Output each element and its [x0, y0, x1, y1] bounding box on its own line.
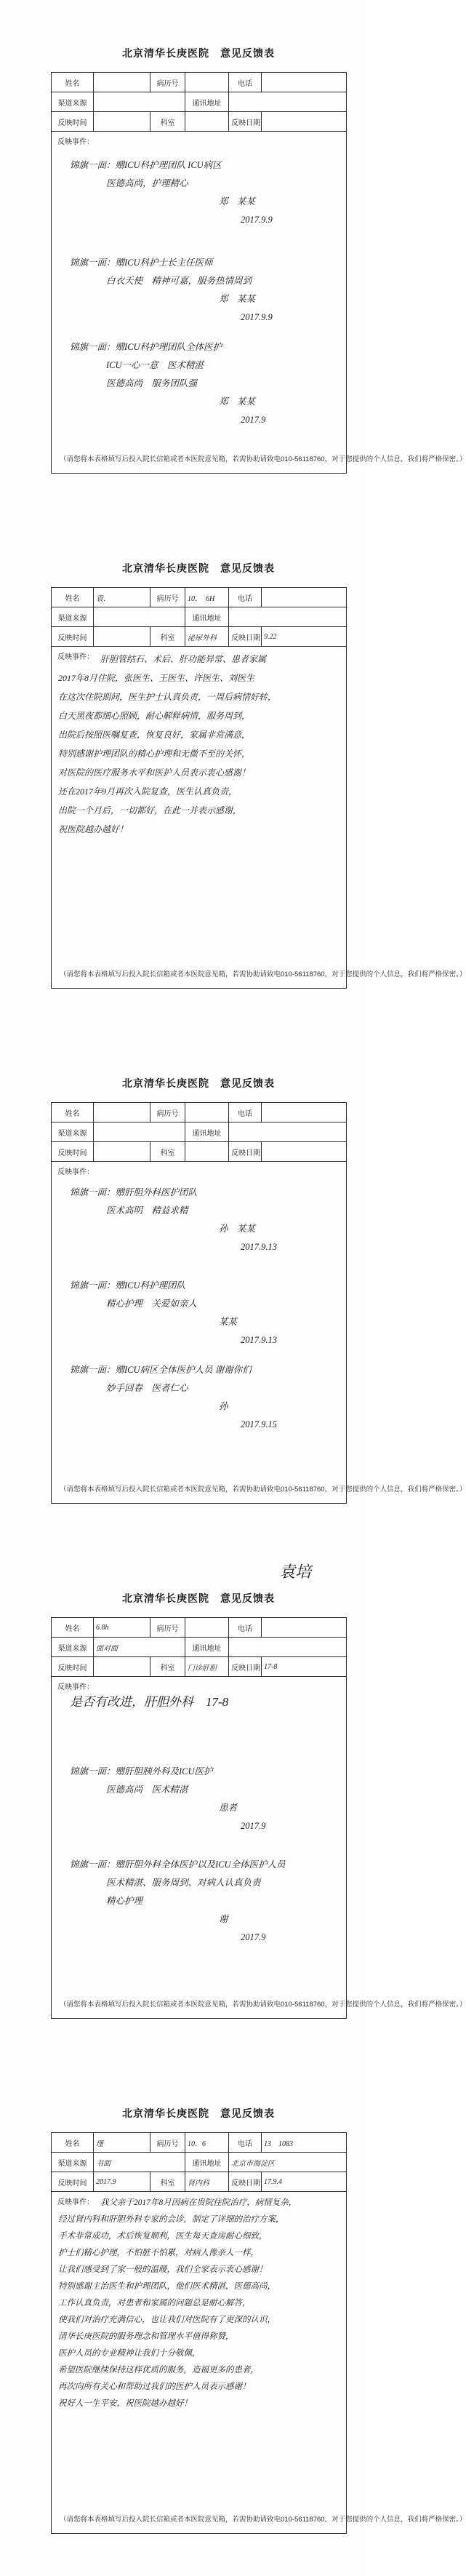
paragraph-line: 希望医院继续保持这样优质的服务，造福更多的患者，	[58, 2366, 259, 2374]
date-label: 反映日期	[229, 112, 262, 132]
record-no-label: 病历号	[150, 588, 185, 607]
name-label: 姓名	[52, 1103, 94, 1122]
paragraph-line: 让我们感受到了家一般的温暖，我们全家表示衷心感谢！	[58, 2265, 268, 2274]
time-label: 反映时间	[52, 1142, 94, 1162]
address-label: 通讯地址	[185, 92, 229, 112]
record-no-value: 10． 6H	[185, 588, 229, 607]
entry	[70, 1361, 337, 1434]
event-label: 反映事件：	[57, 1168, 94, 1176]
entry-signature: 郑 某某	[219, 196, 256, 207]
date-label: 反映日期	[229, 1142, 262, 1162]
entry-signature: 某某	[219, 1317, 238, 1327]
time-label: 反映时间	[52, 1657, 94, 1677]
entry	[70, 156, 337, 229]
phone-value	[262, 1103, 347, 1122]
paragraph-line: 使我们对治疗充满信心，也让我们对医院有了更深的认识，	[58, 2316, 276, 2324]
channel-label: 渠道来源	[52, 1638, 94, 1657]
date-value: 17.9.4	[262, 2172, 347, 2192]
record-no-value	[185, 73, 229, 92]
entry-line: 锦旗一面：赠ICU科护理团队全体医护	[70, 342, 222, 352]
record-no-value	[185, 1103, 229, 1122]
date-label: 反映日期	[229, 1657, 262, 1677]
entry-line: ICU一心一意 医术精湛	[106, 360, 204, 370]
entry-line: 医德高尚 服务团队强	[106, 378, 198, 388]
paragraph-line: 特别感谢护理团队的精心护理和无微不至的关怀，	[58, 749, 251, 759]
address-label: 通讯地址	[185, 1122, 229, 1142]
date-value	[262, 1142, 347, 1162]
event-label: 反映事件：	[57, 1683, 94, 1691]
paragraph-line: 祝医院越办越好！	[58, 824, 129, 834]
entry-date: 2017.9.9	[241, 215, 273, 225]
form-page-3	[0, 1030, 466, 1545]
dept-label: 科室	[150, 1142, 185, 1162]
event-cell	[52, 1162, 466, 1504]
paragraph-line: 对医院的医疗服务水平和医护人员表示衷心感谢！	[58, 767, 251, 778]
entry-line: 锦旗一面：赠ICU科护理团队 ICU病区	[70, 160, 222, 170]
paragraph-line: 出院后按照医嘱复查，恢复良好，家属非常满意，	[58, 730, 251, 740]
paragraph-line: 清华长庚医院的服务理念和管理水平值得称赞，	[58, 2332, 234, 2341]
event-cell	[52, 2192, 466, 2534]
paragraph-line: 白天黑夜都细心照顾，耐心解释病情，服务周到，	[58, 711, 251, 721]
address-value	[229, 1122, 347, 1142]
time-value	[94, 627, 150, 647]
footer-note: （请您将本表格填写后投入院长信箱或者本医院意见箱，若需协助请致电010-56118760，对于您提供的个人信息，我们将严格保密。）	[60, 1486, 466, 1494]
record-no-value: 10．6	[185, 2133, 229, 2153]
event-label: 反映事件：	[57, 653, 94, 661]
paragraph-line: 肝胆管结石、术后、肝功能异常、患者家属	[100, 654, 267, 664]
paragraph-line: 在这次住院期间，医生护士认真负责，一周后病情好转，	[58, 692, 277, 702]
entry-date: 2017.9.13	[241, 1335, 277, 1345]
dept-value: 泌尿外科	[185, 627, 229, 647]
time-label: 反映时间	[52, 2172, 94, 2192]
address-label: 通讯地址	[185, 2153, 229, 2172]
record-no-label: 病历号	[150, 1103, 185, 1122]
form-page-2	[0, 515, 466, 1030]
event-label: 反映事件：	[57, 138, 94, 146]
dept-label: 科室	[150, 112, 185, 132]
name-label: 姓名	[52, 2133, 94, 2153]
footer-note: （请您将本表格填写后投入院长信箱或者本医院意见箱，若需协助请致电010-56118760，对于您提供的个人信息，我们将严格保密。）	[60, 2516, 466, 2524]
date-label: 反映日期	[229, 627, 262, 647]
form-page-4	[0, 1545, 466, 2060]
entry-signature: 谢	[219, 1914, 228, 1924]
entry	[70, 1763, 337, 1835]
dept-value: 肾内科	[185, 2172, 229, 2192]
handwritten-note: 是否有改进，肝胆外科 17-8	[70, 1695, 229, 1709]
channel-value: 书面	[94, 2153, 185, 2172]
record-no-label: 病历号	[150, 1618, 185, 1638]
phone-label: 电话	[229, 588, 262, 607]
phone-label: 电话	[229, 73, 262, 92]
event-paragraph	[58, 2195, 340, 2412]
event-label: 反映事件：	[57, 2198, 94, 2206]
handwritten-side-note: 袁培	[279, 1563, 312, 1581]
paragraph-line: 医护人员的专业精神让我们十分敬佩，	[58, 2349, 201, 2358]
name-value	[94, 73, 150, 92]
phone-value: 13 1083	[262, 2133, 347, 2153]
form-title: 北京清华长庚医院 意见反馈表	[122, 47, 275, 59]
time-label: 反映时间	[52, 112, 94, 132]
form-title: 北京清华长庚医院 意见反馈表	[122, 1077, 275, 1089]
entry-signature: 孙	[219, 1401, 228, 1411]
phone-label: 电话	[229, 2133, 262, 2153]
date-value: 9.22	[262, 627, 347, 647]
paragraph-line: 出院一个月后，一切都好，在此一并表示感谢，	[58, 805, 242, 816]
address-label: 通讯地址	[185, 607, 229, 627]
entry-date: 2017.9.13	[241, 1242, 277, 1252]
entry-line: 医德高尚 医术精湛	[106, 1785, 188, 1795]
channel-label: 渠道来源	[52, 607, 94, 627]
entry-signature: 郑 某某	[219, 294, 256, 304]
entry	[70, 254, 337, 327]
feedback-form-table	[51, 587, 466, 989]
address-value	[229, 607, 347, 627]
dept-value: 门诊肝胆	[185, 1657, 229, 1677]
dept-value	[185, 1142, 229, 1162]
time-value	[94, 1657, 150, 1677]
channel-label: 渠道来源	[52, 2153, 94, 2172]
channel-value	[94, 607, 185, 627]
footer-note: （请您将本表格填写后投入院长信箱或者本医院意见箱，若需协助请致电010-56118760，对于您提供的个人信息，我们将严格保密。）	[60, 970, 466, 978]
phone-value	[262, 588, 347, 607]
address-value	[229, 1638, 347, 1657]
feedback-form-table	[51, 72, 466, 474]
entry-line: 医术精湛、服务周到、对病人认真负责	[106, 1878, 261, 1888]
entry-line: 精心护理	[106, 1896, 143, 1906]
paragraph-line: 护士们精心护理，不怕脏不怕累，对病人像亲人一样，	[58, 2249, 259, 2257]
phone-label: 电话	[229, 1618, 262, 1638]
entry-date: 2017.9	[241, 1932, 266, 1942]
feedback-form-table	[51, 2132, 466, 2534]
name-label: 姓名	[52, 73, 94, 92]
event-cell	[52, 1677, 466, 2019]
entry-date: 2017.9.9	[241, 312, 273, 322]
event-paragraph	[58, 650, 340, 839]
entry-line: 医术高明 精益求精	[106, 1205, 188, 1216]
dept-label: 科室	[150, 2172, 185, 2192]
dept-label: 科室	[150, 1657, 185, 1677]
record-no-label: 病历号	[150, 2133, 185, 2153]
event-cell	[52, 132, 466, 474]
paragraph-line: 祝好人一生平安，祝医院越办越好！	[58, 2399, 192, 2408]
entry-line: 锦旗一面：赠ICU科护理团队	[70, 1280, 186, 1291]
form-title: 北京清华长庚医院 意见反馈表	[122, 1592, 275, 1604]
entry	[70, 1184, 337, 1256]
entry-line: 医德高尚，护理精心	[106, 178, 188, 188]
form-title: 北京清华长庚医院 意见反馈表	[122, 562, 275, 574]
entry	[70, 1856, 337, 1947]
entry-signature: 郑 某某	[219, 396, 256, 407]
paragraph-line: 再次向所有关心和帮助过我们的医护人员表示感谢！	[58, 2382, 251, 2391]
feedback-form-table	[51, 1102, 466, 1504]
channel-label: 渠道来源	[52, 92, 94, 112]
paragraph-line: 还在2017年9月再次入院复查，医生认真负责，	[58, 786, 238, 797]
paragraph-line: 2017年8月住院，张医生、王医生、许医生、刘医生	[58, 673, 255, 683]
channel-value	[94, 1122, 185, 1142]
name-value: 袁．	[94, 588, 150, 607]
entry-line: 锦旗一面：赠肝胆外科医护团队	[70, 1187, 198, 1197]
entry-line: 锦旗一面：赠肝胆胰外科及ICU医护	[70, 1766, 213, 1777]
phone-label: 电话	[229, 1103, 262, 1122]
name-label: 姓名	[52, 1618, 94, 1638]
phone-value	[262, 73, 347, 92]
paragraph-line: 手术非常成功，术后恢复顺利，医生每天查房耐心细致，	[58, 2232, 268, 2241]
entry-signature: 孙 某某	[219, 1224, 256, 1234]
entry-line: 精心护理 关爱如亲人	[106, 1299, 198, 1309]
dept-label: 科室	[150, 627, 185, 647]
address-value: 北京市海淀区	[229, 2153, 347, 2172]
address-value	[229, 92, 347, 112]
name-label: 姓名	[52, 588, 94, 607]
form-page-5	[0, 2060, 466, 2576]
entry-line: 锦旗一面：赠ICU病区全体医护人员 谢谢你们	[70, 1365, 252, 1375]
time-label: 反映时间	[52, 627, 94, 647]
entry-date: 2017.9.15	[241, 1419, 277, 1429]
paragraph-line: 我父亲于2017年8月因病在贵院住院治疗，病情复杂，	[100, 2198, 297, 2207]
entry	[70, 1277, 337, 1349]
form-title: 北京清华长庚医院 意见反馈表	[122, 2108, 275, 2119]
name-value: 瑾	[94, 2133, 150, 2153]
paragraph-line: 经过肾内科和肝胆外科专家的会诊，制定了详细的治疗方案，	[58, 2215, 284, 2224]
date-value	[262, 112, 347, 132]
entry-line: 锦旗一面：赠ICU科护士长主任医师	[70, 258, 213, 268]
entry-date: 2017.9	[241, 415, 266, 425]
entry-signature: 患者	[219, 1803, 238, 1813]
event-cell	[52, 647, 466, 989]
time-value	[94, 1142, 150, 1162]
name-value	[94, 1103, 150, 1122]
channel-value: 面对面	[94, 1638, 185, 1657]
entry	[70, 338, 337, 429]
phone-value	[262, 1618, 347, 1638]
form-page-1	[0, 0, 466, 515]
time-value	[94, 112, 150, 132]
entry-line: 妙手回春 医者仁心	[106, 1383, 188, 1393]
name-value: 6.8h	[94, 1618, 150, 1638]
record-no-value	[185, 1618, 229, 1638]
date-label: 反映日期	[229, 2172, 262, 2192]
address-label: 通讯地址	[185, 1638, 229, 1657]
feedback-form-table	[51, 1617, 466, 2019]
date-value: 17-8	[262, 1657, 347, 1677]
channel-value	[94, 92, 185, 112]
channel-label: 渠道来源	[52, 1122, 94, 1142]
dept-value	[185, 112, 229, 132]
entry-line: 锦旗一面：赠肝胆外科全体医护以及ICU全体医护人员	[70, 1859, 286, 1870]
paragraph-line: 工作认真负责，对患者和家属的问题总是耐心解答，	[58, 2299, 251, 2308]
footer-note: （请您将本表格填写后投入院长信箱或者本医院意见箱，若需协助请致电010-56118760，对于您提供的个人信息，我们将严格保密。）	[60, 2001, 466, 2009]
time-value: 2017.9	[94, 2172, 150, 2192]
footer-note: （请您将本表格填写后投入院长信箱或者本医院意见箱，若需协助请致电010-56118760，对于您提供的个人信息，我们将严格保密。）	[60, 455, 466, 463]
entry-date: 2017.9	[241, 1821, 266, 1831]
record-no-label: 病历号	[150, 73, 185, 92]
paragraph-line: 特别感谢主治医生和护理团队，他们医术精湛，医德高尚，	[58, 2282, 276, 2291]
entry-line: 白衣天使 精神可嘉，服务热情周到	[106, 276, 252, 286]
